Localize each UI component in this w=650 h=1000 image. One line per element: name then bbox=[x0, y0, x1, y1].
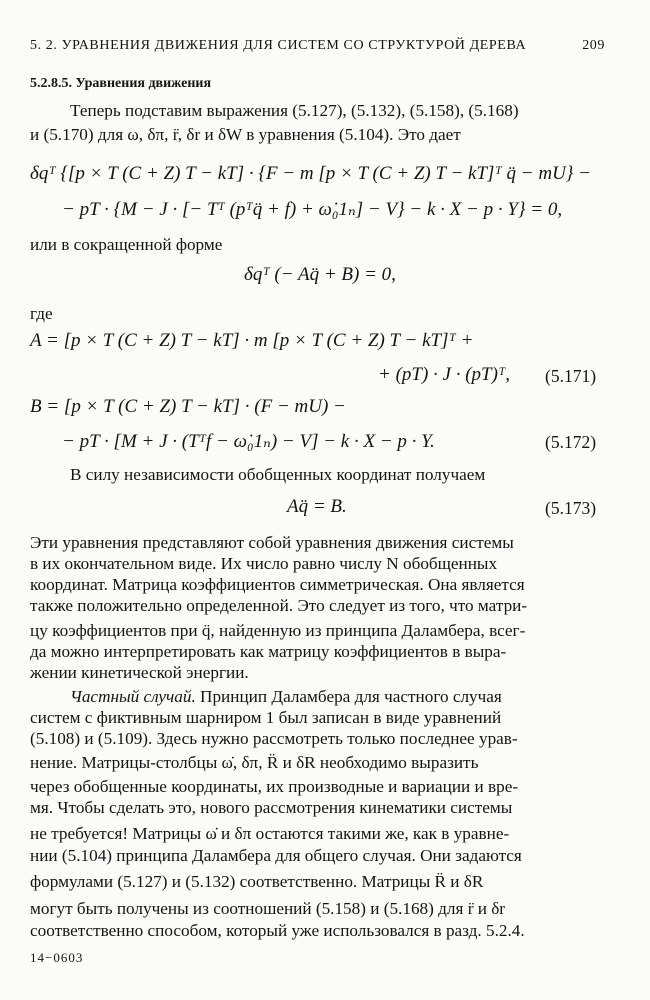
para3-line-1-text: Принцип Даламбера для частного случая bbox=[200, 687, 502, 706]
para3-line-7: не требуется! Матрицы ω̇ и δπ остаются такими же, как в уравне- bbox=[30, 824, 510, 843]
para2-line-6: да можно интерпретировать как матрицу коэффициентов в выра- bbox=[30, 642, 507, 661]
running-title: 5. 2. УРАВНЕНИЯ ДВИЖЕНИЯ ДЛЯ СИСТЕМ СО СТРУКТУРОЙ ДЕРЕВА bbox=[30, 38, 527, 53]
para2-line-1: Эти уравнения представляют собой уравнения движения системы bbox=[30, 533, 514, 552]
para3-line-5: через обобщенные координаты, их производные и вариации и вре- bbox=[30, 777, 519, 796]
footer-signature: 14−0603 bbox=[30, 950, 84, 965]
equation-label-5-173: (5.173) bbox=[545, 498, 597, 518]
equation-1-line2: − pT · {M − J · [− Tᵀ (pᵀq̈ + f) + ω̇₀1ₙ] − V} − k · X − p · Y} = 0, bbox=[62, 199, 563, 220]
para1-line2: и (5.170) для ω, δπ, r̈, δr и δW в уравнения (5.104). Это дает bbox=[30, 125, 461, 144]
section-title: 5.2.8.5. Уравнения движения bbox=[30, 76, 212, 91]
equation-1-line1: δqᵀ {[p × T (C + Z) T − kT] · {F − m [p × T (C + Z) T − kT]ᵀ q̈ − mU} − bbox=[30, 163, 591, 184]
equation-5-171-line1: A = [p × T (C + Z) T − kT] · m [p × T (C + Z) T − kT]ᵀ + bbox=[30, 330, 474, 351]
equation-5-172-line1: B = [p × T (C + Z) T − kT] · (F − mU) − bbox=[30, 396, 346, 417]
running-header bbox=[30, 38, 605, 54]
equation-label-5-171: (5.171) bbox=[545, 366, 597, 386]
para2-line-2: в их окончательном виде. Их число равно числу N обобщенных bbox=[30, 554, 498, 573]
para3-line-8: нии (5.104) принципа Даламбера для общего случая. Они задаются bbox=[30, 846, 522, 865]
equation-5-171-line2: + (pT) · J · (pT)ᵀ, bbox=[378, 364, 511, 385]
para1-line1: Теперь подставим выражения (5.127), (5.132), (5.158), (5.168) bbox=[70, 101, 519, 120]
equation-label-5-172: (5.172) bbox=[545, 432, 597, 452]
para2-line-7: жении кинетической энергии. bbox=[30, 663, 249, 682]
short-form-intro: или в сокращенной форме bbox=[30, 235, 223, 254]
where-word: где bbox=[30, 304, 53, 323]
equation-2: δqᵀ (− Aq̈ + B) = 0, bbox=[244, 264, 396, 285]
equation-5-173: Aq̈ = B. bbox=[287, 496, 347, 517]
special-case-lead: Частный случай. bbox=[70, 687, 196, 706]
para3-line-11: соответственно способом, который уже использовался в разд. 5.2.4. bbox=[30, 921, 525, 940]
independence-sentence: В силу независимости обобщенных координат получаем bbox=[70, 465, 486, 484]
para3-line-3: (5.108) и (5.109). Здесь нужно рассмотреть только последнее урав- bbox=[30, 729, 518, 748]
para3-line-2: систем с фиктивным шарниром 1 был записан в виде уравнений bbox=[30, 708, 502, 727]
para3-line-1 bbox=[70, 686, 612, 708]
equation-5-172-line2: − pT · [M + J · (Tᵀf − ω̇₀1ₙ) − V] − k · X − p · Y. bbox=[62, 431, 435, 452]
para3-line-4: нение. Матрицы-столбцы ω̇, δπ, R̈ и δR необходимо выразить bbox=[30, 753, 479, 772]
para3-line-10: могут быть получены из соотношений (5.158) и (5.168) для r̈ и δr bbox=[30, 899, 506, 918]
para3-line-9: формулами (5.127) и (5.132) соответственно. Матрицы R̈ и δR bbox=[30, 872, 484, 891]
para2-line-3: координат. Матрица коэффициентов симметрическая. Она является bbox=[30, 575, 525, 594]
para2-line-4: также положительно определенной. Это следует из того, что матри- bbox=[30, 596, 528, 615]
para2-line-5: цу коэффициентов при q̈, найденную из принципа Даламбера, всег- bbox=[30, 621, 526, 640]
para3-line-6: мя. Чтобы сделать это, нового рассмотрения кинематики системы bbox=[30, 798, 513, 817]
page-number: 209 bbox=[582, 38, 605, 53]
